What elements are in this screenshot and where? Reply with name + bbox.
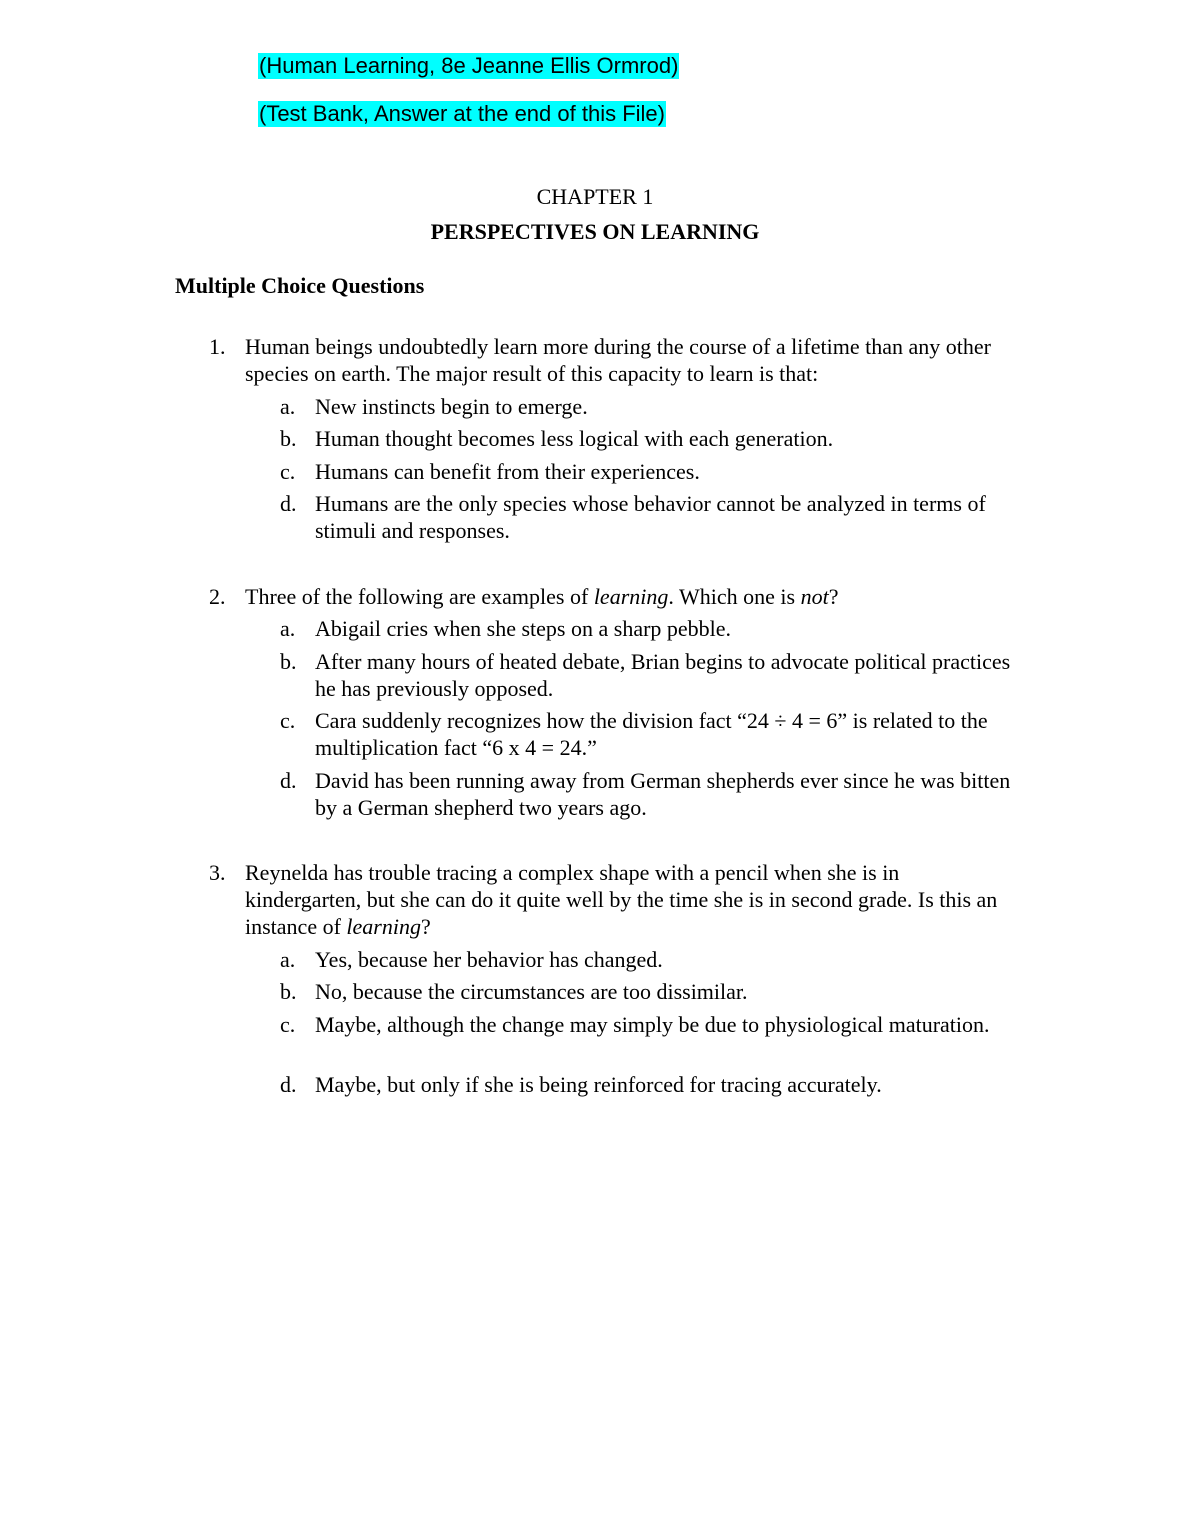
option-text: After many hours of heated debate, Brian begins to advocate political practices he has previously opposed. <box>315 649 1011 701</box>
question-number: 3. <box>209 860 226 885</box>
option-text: Cara suddenly recognizes how the division fact “24 ÷ 4 = 6” is related to the multiplication fact “6 x 4 = 24.” <box>315 708 988 760</box>
question-number: 1. <box>209 334 226 359</box>
option-letter: b. <box>280 426 297 451</box>
option-letter: a. <box>280 394 296 419</box>
option-letter: a. <box>280 947 296 972</box>
option-letter: c. <box>280 459 296 484</box>
chapter-label: CHAPTER 1 <box>536 184 654 209</box>
answer-note-highlight-line: (Test Bank, Answer at the end of this File) <box>259 101 665 126</box>
option-letter: b. <box>280 979 297 1004</box>
option-text: Human thought becomes less logical with each generation. <box>315 426 834 451</box>
option-text: Maybe, but only if she is being reinforced for tracing accurately. <box>315 1072 882 1097</box>
section-heading: Multiple Choice Questions <box>175 273 425 298</box>
option-letter: b. <box>280 649 297 674</box>
option-text: David has been running away from German shepherds ever since he was bitten by a German shepherd two years ago. <box>315 768 1011 820</box>
option-text: Yes, because her behavior has changed. <box>315 947 663 972</box>
question-stem: Reynelda has trouble tracing a complex shape with a pencil when she is in kindergarten, but she can do it quite well by the time she is in second grade. Is this an instance of learning? <box>245 860 998 939</box>
option-text: Abigail cries when she steps on a sharp pebble. <box>315 616 732 641</box>
question-stem: Three of the following are examples of learning. Which one is not? <box>245 584 839 609</box>
option-text: New instincts begin to emerge. <box>315 394 588 419</box>
question-number: 2. <box>209 584 226 609</box>
option-letter: c. <box>280 708 296 733</box>
source-highlight-line: (Human Learning, 8e Jeanne Ellis Ormrod) <box>259 53 679 78</box>
option-text: Humans can benefit from their experiences. <box>315 459 700 484</box>
option-letter: d. <box>280 768 297 793</box>
option-text: Humans are the only species whose behavior cannot be analyzed in terms of stimuli and responses. <box>315 491 986 543</box>
option-letter: a. <box>280 616 296 641</box>
chapter-title: PERSPECTIVES ON LEARNING <box>430 219 760 244</box>
option-letter: c. <box>280 1012 296 1037</box>
question-stem: Human beings undoubtedly learn more during the course of a lifetime than any other species on earth. The major result of this capacity to learn is that: <box>245 334 991 386</box>
option-letter: d. <box>280 491 297 516</box>
option-text: No, because the circumstances are too dissimilar. <box>315 979 748 1004</box>
option-letter: d. <box>280 1072 297 1097</box>
option-text: Maybe, although the change may simply be due to physiological maturation. <box>315 1012 990 1037</box>
